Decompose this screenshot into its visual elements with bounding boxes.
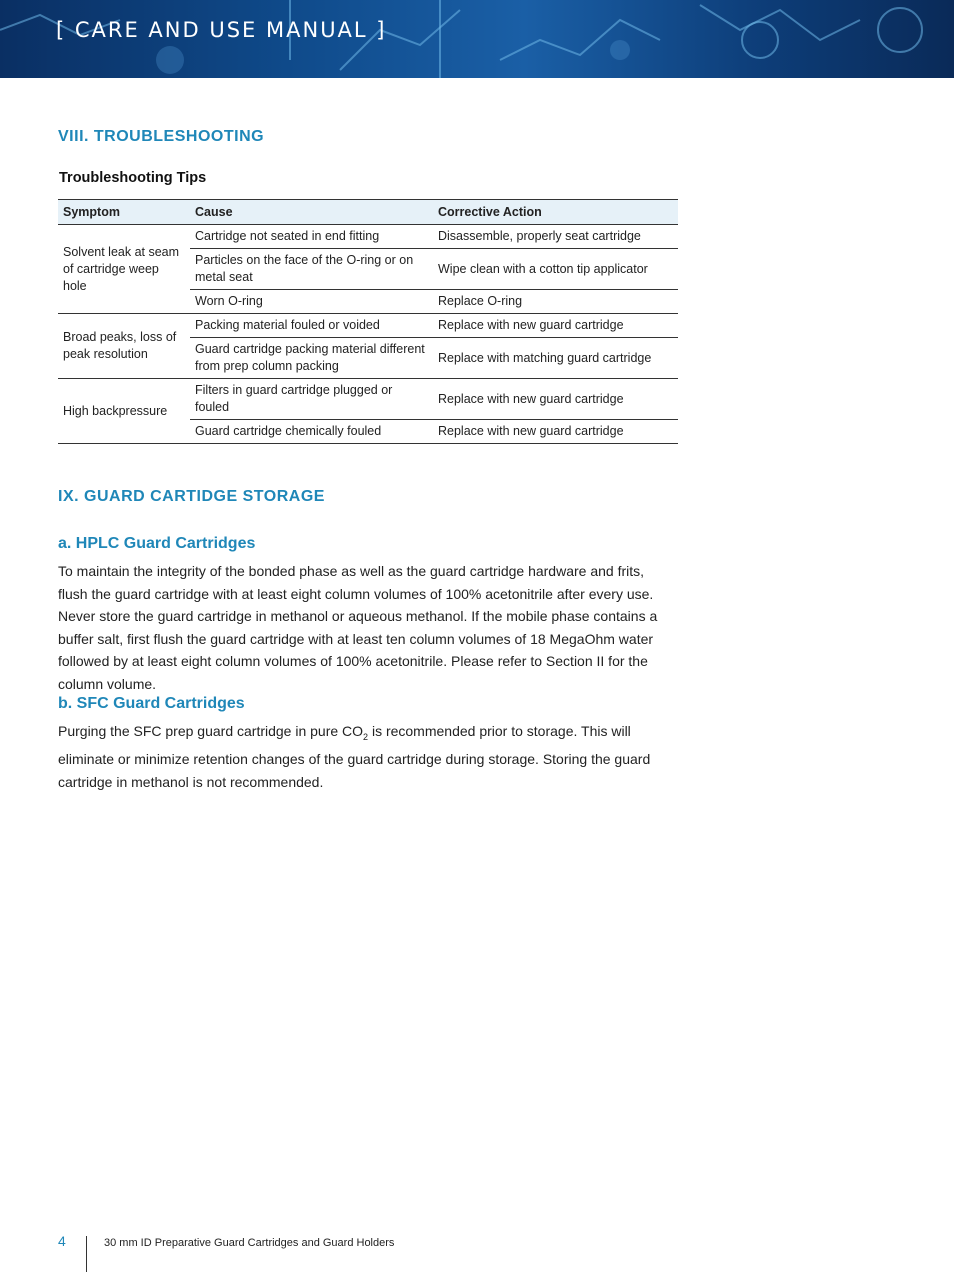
sfc-paragraph <box>58 720 668 793</box>
column-header: Symptom <box>58 200 190 225</box>
cause-cell: Packing material fouled or voided <box>190 314 433 338</box>
action-cell: Replace with new guard cartridge <box>433 420 678 444</box>
symptom-cell: Broad peaks, loss of peak resolution <box>58 314 190 379</box>
footer-doc-title: 30 mm ID Preparative Guard Cartridges and Guard Holders <box>104 1237 395 1249</box>
symptom-cell: Solvent leak at seam of cartridge weep hole <box>58 225 190 314</box>
page-number: 4 <box>58 1233 66 1249</box>
sfc-text-start: Purging the SFC prep guard cartridge in pure CO <box>58 723 364 739</box>
symptom-cell: High backpressure <box>58 379 190 444</box>
table-row <box>58 379 678 420</box>
cause-cell: Worn O-ring <box>190 290 433 314</box>
co2-subscript: 2 <box>363 731 369 742</box>
column-header: Corrective Action <box>433 200 678 225</box>
table-row <box>58 314 678 338</box>
cause-cell: Guard cartridge chemically fouled <box>190 420 433 444</box>
manual-title: [ CARE AND USE MANUAL ] <box>56 18 387 42</box>
subheading-hplc: a. HPLC Guard Cartridges <box>58 535 256 552</box>
cause-cell: Cartridge not seated in end fitting <box>190 225 433 249</box>
column-header: Cause <box>190 200 433 225</box>
section-heading-troubleshooting: VIII. TROUBLESHOOTING <box>58 128 265 145</box>
footer-divider <box>86 1236 87 1272</box>
action-cell: Replace with matching guard cartridge <box>433 338 678 379</box>
header-banner <box>0 0 954 78</box>
table-row <box>58 225 678 249</box>
table-title: Troubleshooting Tips <box>59 170 207 186</box>
cause-cell: Filters in guard cartridge plugged or fouled <box>190 379 433 420</box>
action-cell: Wipe clean with a cotton tip applicator <box>433 249 678 290</box>
subheading-sfc: b. SFC Guard Cartridges <box>58 695 245 712</box>
hplc-paragraph: To maintain the integrity of the bonded phase as well as the guard cartridge hardware and frits, flush the guard cartridge with at least eight column volumes of 100% acetonitrile after every use. Never store the guard cartridge in methanol or aqueous methanol. If the mobile phase contains a buffer salt, first flush the guard cartridge with at least ten column volumes of 18 MegaOhm water followed by at least eight column volumes of 100% acetonitrile. Please refer to Section II for the column volume. <box>58 563 658 692</box>
cause-cell: Particles on the face of the O-ring or on metal seat <box>190 249 433 290</box>
cause-cell: Guard cartridge packing material different from prep column packing <box>190 338 433 379</box>
troubleshooting-table <box>58 199 678 444</box>
action-cell: Replace with new guard cartridge <box>433 379 678 420</box>
action-cell: Disassemble, properly seat cartridge <box>433 225 678 249</box>
table-header-row <box>58 200 678 225</box>
section-heading-storage: IX. GUARD CARTIDGE STORAGE <box>58 488 325 505</box>
action-cell: Replace with new guard cartridge <box>433 314 678 338</box>
action-cell: Replace O-ring <box>433 290 678 314</box>
sfc-text-end: is recommended prior to storage. This will eliminate or minimize retention changes of the guard cartridge during storage. Storing the guard cartridge in methanol is not recommended. <box>58 723 651 790</box>
